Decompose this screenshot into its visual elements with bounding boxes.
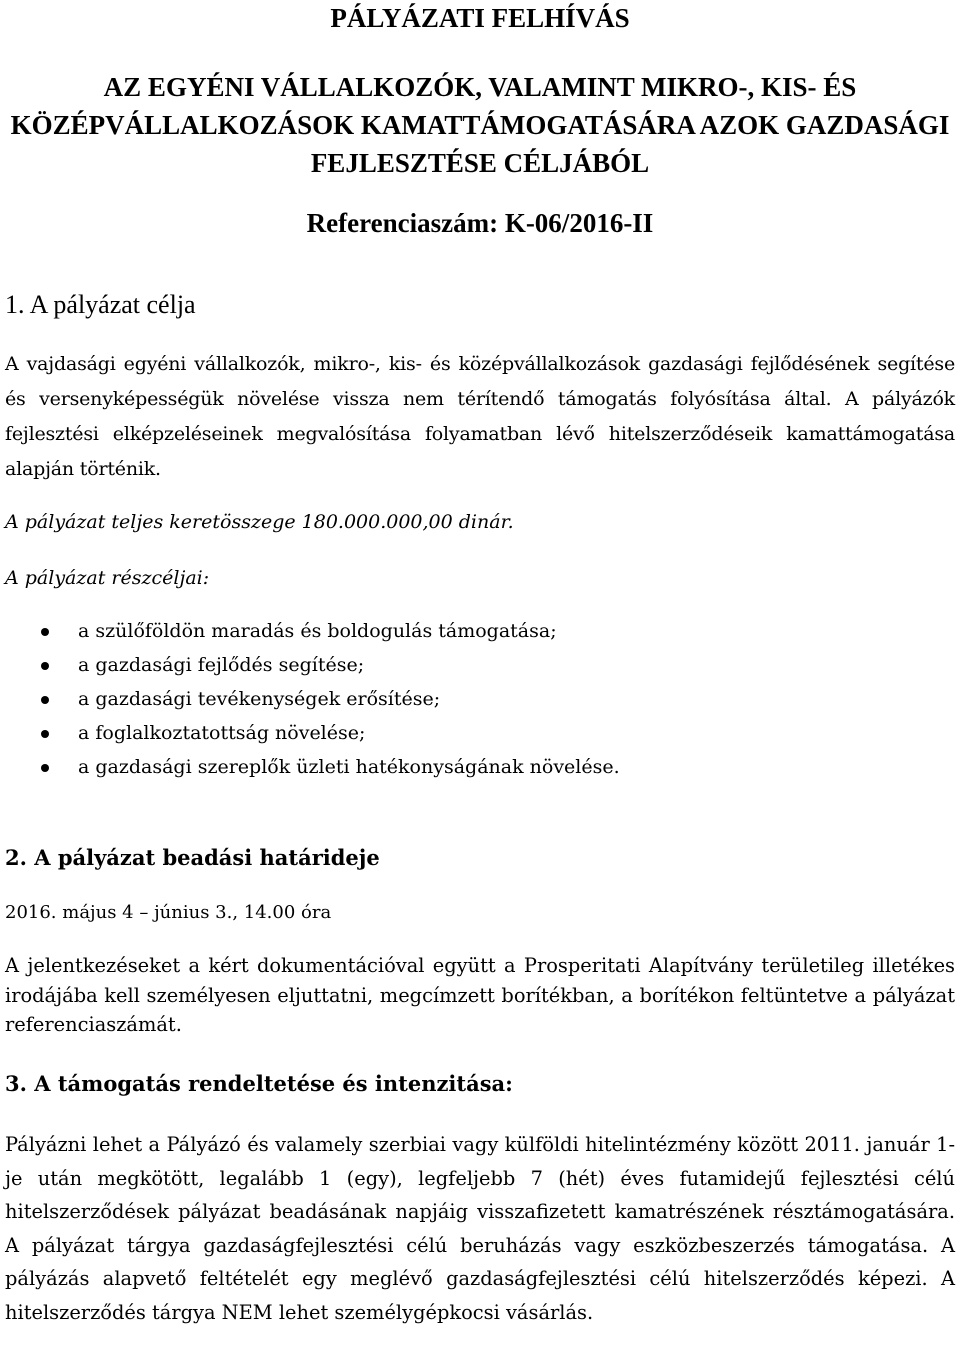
list-item-text: a gazdasági szereplők üzleti hatékonyságának növelése.: [78, 756, 620, 778]
list-item: [0, 614, 620, 648]
subtitle-line: FEJLESZTÉSE CÉLJÁBÓL: [310, 148, 650, 178]
subtitle-line: KÖZÉPVÁLLALKOZÁSOK KAMATTÁMOGATÁSÁRA AZOK GAZDASÁGI: [10, 110, 950, 140]
goals-label: A pályázat részcéljai:: [5, 567, 210, 589]
list-item-text: a szülőföldön maradás és boldogulás támogatása;: [78, 620, 557, 642]
section-2-paragraph: A jelentkezéseket a kért dokumentációval együtt a Prosperitati Alapítvány területileg illetékes irodájába kell személyesen eljuttatni, megcímzett borítékban, a borítékon feltüntetve a pályázat referenciaszámát.: [5, 954, 955, 1036]
section-1-paragraph: A vajdasági egyéni vállalkozók, mikro-, kis- és középvállalkozások gazdasági fejlődésének segítése és versenyképességük növelése vissza nem térítendő támogatás folyósítása által. A pályázók fejlesztési elképzeléseinek megvalósítása folyamatban lévő hitelszerződéseik kamattámogatása alapján történik.: [5, 353, 955, 480]
bullet-icon: [41, 764, 49, 772]
document-title: PÁLYÁZATI FELHÍVÁS: [330, 3, 630, 33]
document-subtitle: [0, 68, 960, 182]
list-item: [0, 648, 620, 682]
list-item: [0, 682, 620, 716]
section-3-paragraph: Pályázni lehet a Pályázó és valamely szerbiai vagy külföldi hitelintézmény között 2011. január 1-je után megkötött, legalább 1 (egy), legfeljebb 7 (hét) éves futamidejű fejlesztési célú hitelszerződések pályázat beadásának napjáig visszafizetett kamatrészének résztámogatására. A pályázat tárgya gazdaságfejlesztési célú beruházás vagy eszközbeszerzés támogatása. A pályázás alapvető feltételét egy meglévő gazdaságfejlesztési célú hitelszerződés képezi. A hitelszerződés tárgya NEM lehet személygépkocsi vásárlás.: [5, 1133, 955, 1324]
deadline-date: 2016. május 4 – június 3., 14.00 óra: [5, 902, 332, 923]
list-item-text: a foglalkoztatottság növelése;: [78, 722, 366, 744]
list-item: [0, 716, 620, 750]
bullet-icon: [41, 696, 49, 704]
section-3-heading: 3. A támogatás rendeltetése és intenzitása:: [5, 1071, 513, 1096]
bullet-icon: [41, 730, 49, 738]
list-item-text: a gazdasági tevékenységek erősítése;: [78, 688, 441, 710]
list-item: [0, 750, 620, 784]
section-2-heading: 2. A pályázat beadási határideje: [5, 845, 380, 870]
goals-list: [0, 614, 620, 784]
section-1-heading: 1. A pályázat célja: [5, 290, 196, 319]
budget-line: A pályázat teljes keretösszege 180.000.000,00 dinár.: [5, 511, 514, 533]
bullet-icon: [41, 662, 49, 670]
reference-number: Referenciaszám: K-06/2016-II: [306, 208, 654, 238]
bullet-icon: [41, 628, 49, 636]
subtitle-line: AZ EGYÉNI VÁLLALKOZÓK, VALAMINT MIKRO-, KIS- ÉS: [103, 72, 857, 102]
list-item-text: a gazdasági fejlődés segítése;: [78, 654, 365, 676]
